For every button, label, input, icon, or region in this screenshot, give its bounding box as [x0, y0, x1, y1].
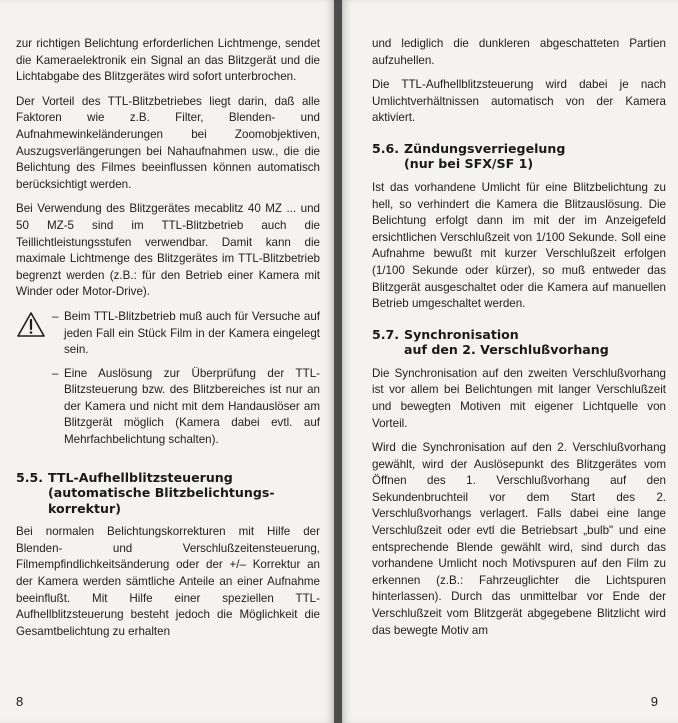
section-heading-5-5 [16, 470, 320, 517]
section-title: TTL-Aufhellblitzsteuerung (automatische Blitzbelichtungs- korrektur) [48, 469, 275, 516]
section-number: 5.6. [372, 140, 400, 156]
left-page [0, 0, 334, 723]
book-gutter [334, 0, 342, 723]
left-paragraph-1: zur richtigen Belichtung erforderlichen Lichtmenge, sendet die Kameraelektronik ein Signal an das Blitzgerät und die Lichtabgabe des Blitzgerätes wird sofort unterbrochen. [16, 37, 320, 84]
warning-dash: – [52, 309, 59, 323]
warning-triangle-icon [16, 309, 52, 456]
right-paragraph-1: und lediglich die dunkleren abgeschatteten Partien aufzuhellen. [372, 37, 666, 67]
warning-dash: – [52, 366, 59, 380]
warning-text-2: Eine Auslösung zur Überprüfung der TTL-Blitzsteuerung bzw. des Blitzbereiches ist nur an der Kamera und nicht mit dem Handauslöser am Blitzgerät möglich (Kamera dabei evtl. auf Mehrfachbelichtung schalten). [64, 366, 320, 447]
right-paragraph-3: Ist das vorhandene Umlicht für eine Blitzbelichtung zu hell, so verhindert die Kamera die Blitzauslösung. Die Belichtung erfolgt dann im mit der im Anzeigefeld ersichtlichen Verschlußzeit von 1/100 Sekunde. Soll eine Aufnahme bewußt mit kurzer Verschlußzeit erfolgen (1/100 Sekunde oder kürzer), so muß entweder das Blitzgerät ausgeschaltet oder die Kamera auf manuellen Betrieb umgeschaltet werden. [372, 180, 666, 311]
section-number: 5.5. [16, 469, 44, 485]
left-paragraph-3: Bei Verwendung des Blitzgerätes mecablitz 40 MZ ... und 50 MZ-5 sind im TTL-Blitzbetrieb auch die Teillichtleistungsstufen verwendbar. Damit kann die maximale Lichtmenge des Blitzgerätes im TTL-Blitzbetrieb begrenzt werden (z.B.: für den Betrieb einer Kamera mit Winder oder Motor-Drive). [16, 202, 320, 299]
warning-block [16, 309, 320, 456]
warning-item [52, 309, 320, 359]
warning-list [52, 309, 320, 456]
section-title: Zündungsverriegelung (nur bei SFX/SF 1) [404, 140, 566, 172]
section-number: 5.7. [372, 326, 400, 342]
section-title: Synchronisation auf den 2. Verschlußvorhang [404, 326, 609, 358]
page-number: 8 [16, 694, 24, 709]
left-paragraph-2: Der Vorteil des TTL-Blitzbetriebes liegt darin, daß alle Faktoren wie z.B. Filter, Blenden- und Aufnahmewinkeländerungen bei Zoomobjektiven, Auszugsverlängerungen bei Nahaufnahmen usw., die die Belichtung des Filmes beeinflussen können automatisch berücksichtigt werden. [16, 94, 320, 191]
right-page [342, 0, 678, 723]
page-number: 9 [650, 694, 658, 709]
right-paragraph-2: Die TTL-Aufhellblitzsteuerung wird dabei je nach Umlichtverhältnissen automatisch von der Kamera aktiviert. [372, 78, 666, 125]
warning-item [52, 366, 320, 449]
warning-text-1: Beim TTL-Blitzbetrieb muß auch für Versuche auf jeden Fall ein Stück Film in der Kamera eingelegt sein. [64, 309, 320, 357]
left-paragraph-4: Bei normalen Belichtungskorrekturen mit Hilfe der Blenden- und Verschlußzeitensteuerung, Filmempfindlichkeitsänderung oder der +/– Korrektur an der Kamera werden sämtliche Anteile an einer Aufnahme beeinflußt. Mit Hilfe einer speziellen TTL-Aufhellblitzsteuerung besteht jedoch die Möglichkeit die Gesamtbelichtung zu erhalten [16, 525, 320, 638]
section-heading-5-6 [372, 141, 666, 172]
right-paragraph-5: Wird die Synchronisation auf den 2. Verschlußvorhang gewählt, wird der Auslösepunkt des Blitzgerätes vom Öffnen des 1. Verschlußvorhang auf den Sekundenbruchteil vor dem Start des 2. Verschlußvorhangs verlagert. Falls dabei eine lange Verschlußzeit oder evtl die Betriebsart „bulb" und eine entsprechende Blende gewählt wird, sind durch das vorhandene Umlicht noch Motivspuren auf den Film zu erkennen (z.B.: Fahrzeuglichter die Lichtspuren hinterlassen). Durch das unmittelbar vor Ende der Verschlußzeit vom Blitzgerät abgegebene Blitzlicht wird das bewegte Motiv am [372, 441, 666, 637]
section-heading-5-7 [372, 327, 666, 358]
right-paragraph-4: Die Synchronisation auf den zweiten Verschlußvorhang ist vor allem bei Belichtungen mit langer Verschlußzeit und bewegten Motiven mit eigener Lichtquelle von Vorteil. [372, 366, 666, 430]
